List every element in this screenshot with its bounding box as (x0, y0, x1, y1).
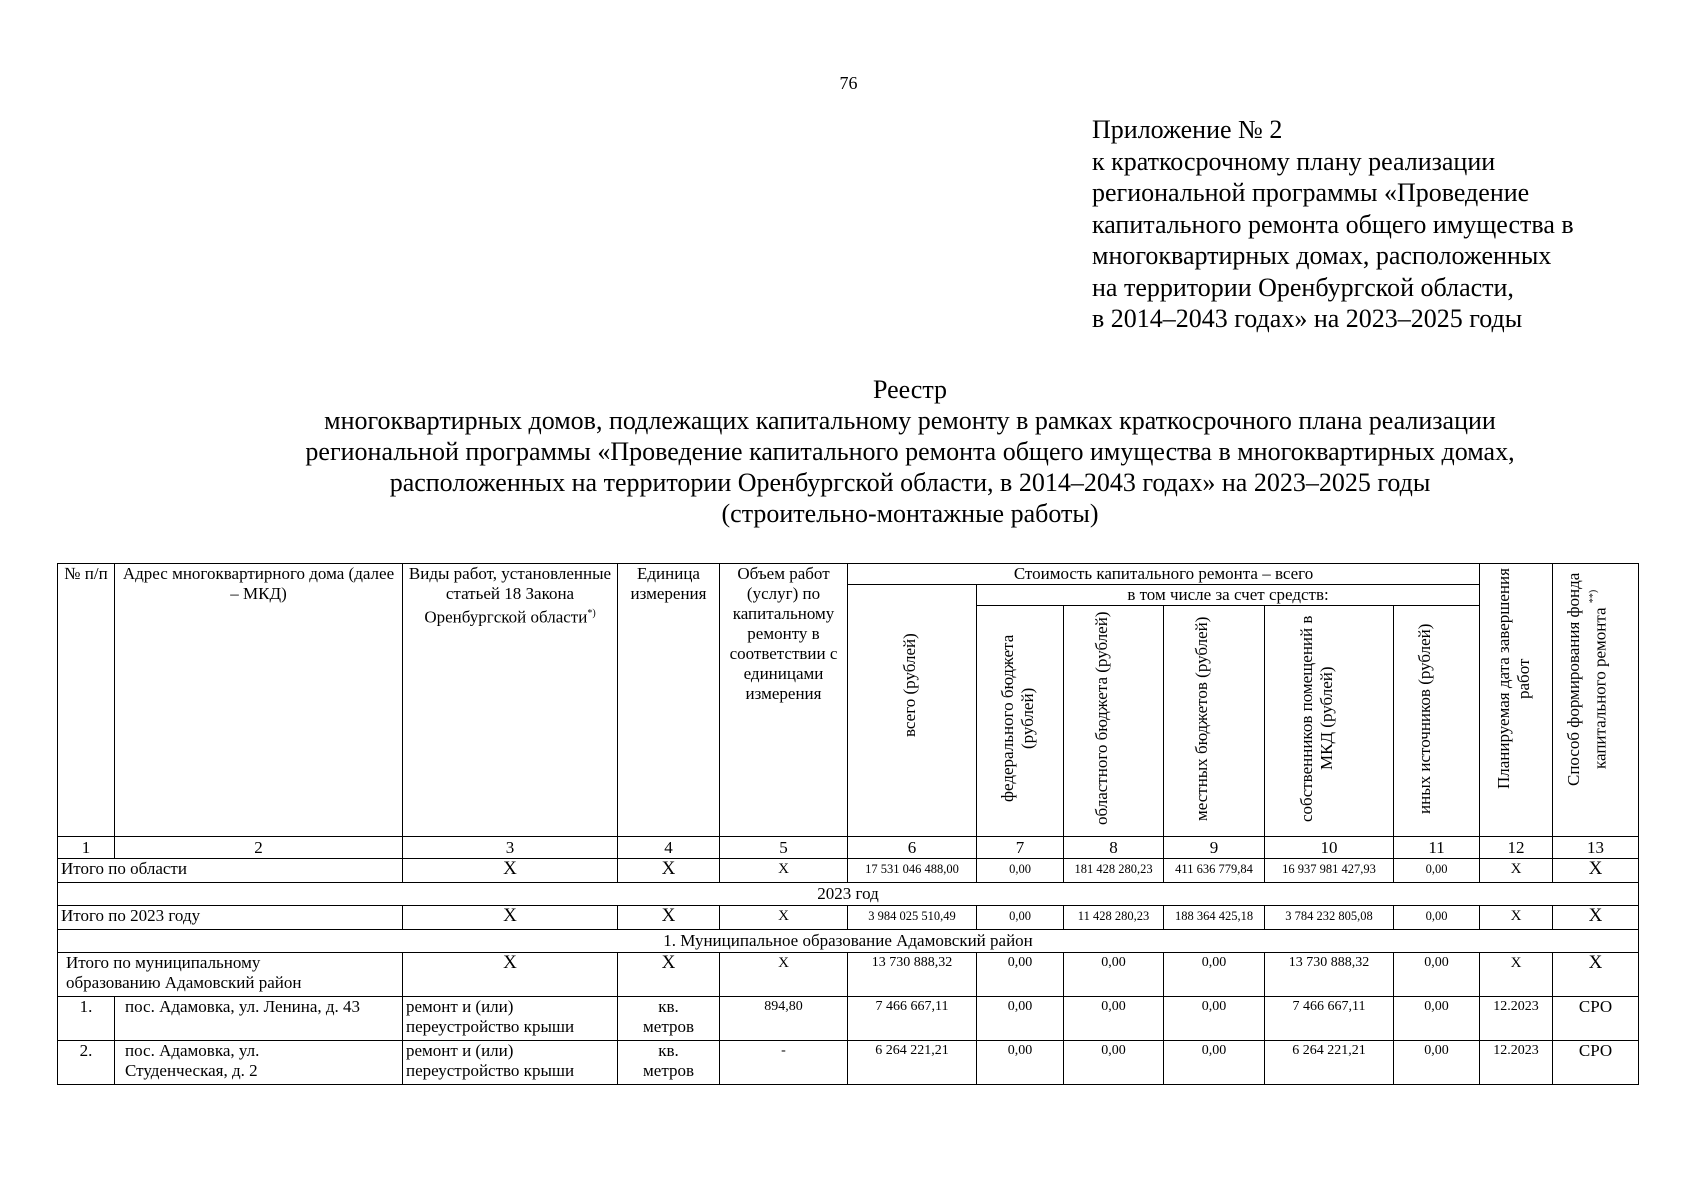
table-row (58, 1041, 1639, 1085)
header-other (1394, 606, 1480, 837)
header-regional-text: областного бюджета (рублей) (1091, 611, 1111, 826)
totals-municipality-row (58, 953, 1639, 997)
registry-table (57, 563, 1639, 1085)
local-cell: 0,00 (1164, 953, 1265, 997)
x-mark: X (720, 906, 848, 930)
local-cell: 188 364 425,18 (1164, 906, 1265, 930)
column-number: 2 (115, 837, 403, 859)
appendix-line: в 2014–2043 годах» на 2023–2025 годы (1092, 304, 1523, 333)
row-federal: 0,00 (977, 1041, 1064, 1085)
column-number: 7 (977, 837, 1064, 859)
federal-cell: 0,00 (977, 953, 1064, 997)
x-mark: X (720, 859, 848, 883)
x-mark: X (1480, 953, 1553, 997)
column-number: 11 (1394, 837, 1480, 859)
header-fund-method (1553, 564, 1639, 837)
row-volume: - (720, 1041, 848, 1085)
row-date: 12.2023 (1480, 997, 1553, 1041)
row-owners: 6 264 221,21 (1265, 1041, 1394, 1085)
row-num: 1. (58, 997, 115, 1041)
x-mark: X (1553, 953, 1639, 997)
row-num: 2. (58, 1041, 115, 1085)
title-line: региональной программы «Проведение капитального ремонта общего имущества в многоквартирных домах, (305, 437, 1515, 466)
x-mark: X (618, 859, 720, 883)
totals-region-row (58, 859, 1639, 883)
x-mark: X (1480, 906, 1553, 930)
row-works: ремонт и (или) переустройство крыши (403, 997, 618, 1041)
header-other-text: иных источников (рублей) (1414, 623, 1434, 814)
column-number-row (58, 837, 1639, 859)
header-planned-date-text: Планируемая дата завершения работ (1494, 568, 1534, 790)
title-line: расположенных на территории Оренбургской области, в 2014–2043 годах» на 2023–2025 годы (389, 468, 1431, 497)
totals-label: Итого по области (58, 859, 403, 883)
header-total-text: всего (рублей) (900, 633, 919, 737)
column-number: 9 (1164, 837, 1265, 859)
column-number: 5 (720, 837, 848, 859)
header-unit: Единица измерения (618, 564, 720, 837)
row-address: пос. Адамовка, ул. Студенческая, д. 2 (115, 1041, 403, 1085)
row-unit: кв. метров (618, 997, 720, 1041)
row-other: 0,00 (1394, 997, 1480, 1041)
row-date: 12.2023 (1480, 1041, 1553, 1085)
row-regional: 0,00 (1064, 1041, 1164, 1085)
local-cell: 411 636 779,84 (1164, 859, 1265, 883)
owners-cell: 16 937 981 427,93 (1265, 859, 1394, 883)
owners-cell: 3 784 232 805,08 (1265, 906, 1394, 930)
x-mark: X (403, 906, 618, 930)
header-works (403, 564, 618, 837)
header-cost-group: Стоимость капитального ремонта – всего (848, 564, 1480, 585)
document-title (0, 374, 1697, 529)
appendix-line: региональной программы «Проведение (1092, 178, 1530, 207)
title-line: Реестр (872, 375, 948, 404)
header-fund-method-wrap (1564, 564, 1628, 794)
appendix-line: Приложение № 2 (1092, 115, 1283, 144)
title-line: (строительно-монтажные работы) (721, 499, 1099, 528)
totals-label: Итого по 2023 году (58, 906, 403, 930)
x-mark: X (1553, 859, 1639, 883)
x-mark: X (1480, 859, 1553, 883)
column-number: 6 (848, 837, 977, 859)
header-volume: Объем работ (услуг) по капитальному ремонту в соответствии с единицами измерения (720, 564, 848, 837)
total-cell: 13 730 888,32 (848, 953, 977, 997)
year-section-row (58, 883, 1639, 906)
x-mark: X (403, 859, 618, 883)
totals-year-row (58, 906, 1639, 930)
x-mark: X (1553, 906, 1639, 930)
row-total: 6 264 221,21 (848, 1041, 977, 1085)
header-owners-text: собственников помещений в МКД (рублей) (1297, 615, 1336, 822)
header-num: № п/п (58, 564, 115, 837)
row-method: СРО (1553, 997, 1639, 1041)
x-mark: X (618, 953, 720, 997)
row-total: 7 466 667,11 (848, 997, 977, 1041)
row-volume: 894,80 (720, 997, 848, 1041)
municipality-section-row (58, 930, 1639, 953)
x-mark: X (403, 953, 618, 997)
header-federal-text: федерального бюджета (рублей) (998, 634, 1037, 803)
x-mark: X (720, 953, 848, 997)
header-fund-note: **) (1587, 589, 1599, 603)
row-address: пос. Адамовка, ул. Ленина, д. 43 (115, 997, 403, 1041)
column-number: 3 (403, 837, 618, 859)
other-cell: 0,00 (1394, 859, 1480, 883)
municipality-section-title: 1. Муниципальное образование Адамовский район (58, 930, 1639, 953)
header-incl-group: в том числе за счет средств: (977, 585, 1480, 606)
row-unit: кв. метров (618, 1041, 720, 1085)
row-local: 0,00 (1164, 1041, 1265, 1085)
column-number: 8 (1064, 837, 1164, 859)
appendix-line: к краткосрочному плану реализации (1092, 146, 1496, 176)
title-line: многоквартирных домов, подлежащих капитальному ремонту в рамках краткосрочного плана реализации (324, 406, 1496, 435)
header-row (58, 564, 1639, 585)
column-number: 10 (1265, 837, 1394, 859)
appendix-line: многоквартирных домах, расположенных (1092, 241, 1552, 270)
row-owners: 7 466 667,11 (1265, 997, 1394, 1041)
header-regional (1064, 606, 1164, 837)
appendix-block (1092, 114, 1574, 335)
header-address-text: Адрес многоквартирного дома (далее – МКД) (122, 564, 395, 603)
owners-cell: 13 730 888,32 (1265, 953, 1394, 997)
column-number: 13 (1553, 837, 1639, 859)
row-local: 0,00 (1164, 997, 1265, 1041)
header-federal (977, 606, 1064, 837)
regional-cell: 181 428 280,23 (1064, 859, 1164, 883)
other-cell: 0,00 (1394, 953, 1480, 997)
header-local-text: местных бюджетов (рублей) (1192, 616, 1211, 821)
header-address (115, 564, 403, 837)
year-section-title: 2023 год (58, 883, 1639, 906)
regional-cell: 11 428 280,23 (1064, 906, 1164, 930)
header-local (1164, 606, 1265, 837)
header-works-text: Виды работ, установленные статьей 18 Закона Оренбургской области (408, 564, 612, 627)
header-works-note: *) (587, 608, 596, 619)
header-total (848, 585, 977, 837)
x-mark: X (618, 906, 720, 930)
header-fund-method-text: Способ формирования фонда капитального ремонта (1563, 572, 1610, 786)
column-number: 12 (1480, 837, 1553, 859)
row-regional: 0,00 (1064, 997, 1164, 1041)
table-row (58, 997, 1639, 1041)
federal-cell: 0,00 (977, 859, 1064, 883)
row-federal: 0,00 (977, 997, 1064, 1041)
federal-cell: 0,00 (977, 906, 1064, 930)
appendix-line: на территории Оренбургской области, (1092, 272, 1514, 302)
total-cell: 17 531 046 488,00 (848, 859, 977, 883)
page-number: 76 (839, 73, 858, 93)
column-number: 1 (58, 837, 115, 859)
header-owners (1265, 606, 1394, 837)
column-number: 4 (618, 837, 720, 859)
appendix-line: капитального ремонта общего имущества в (1092, 209, 1574, 239)
row-works: ремонт и (или) переустройство крыши (403, 1041, 618, 1085)
totals-label: Итого по муниципальному образованию Адамовский район (58, 953, 403, 997)
row-other: 0,00 (1394, 1041, 1480, 1085)
regional-cell: 0,00 (1064, 953, 1164, 997)
row-method: СРО (1553, 1041, 1639, 1085)
header-planned-date (1480, 564, 1553, 837)
total-cell: 3 984 025 510,49 (848, 906, 977, 930)
other-cell: 0,00 (1394, 906, 1480, 930)
